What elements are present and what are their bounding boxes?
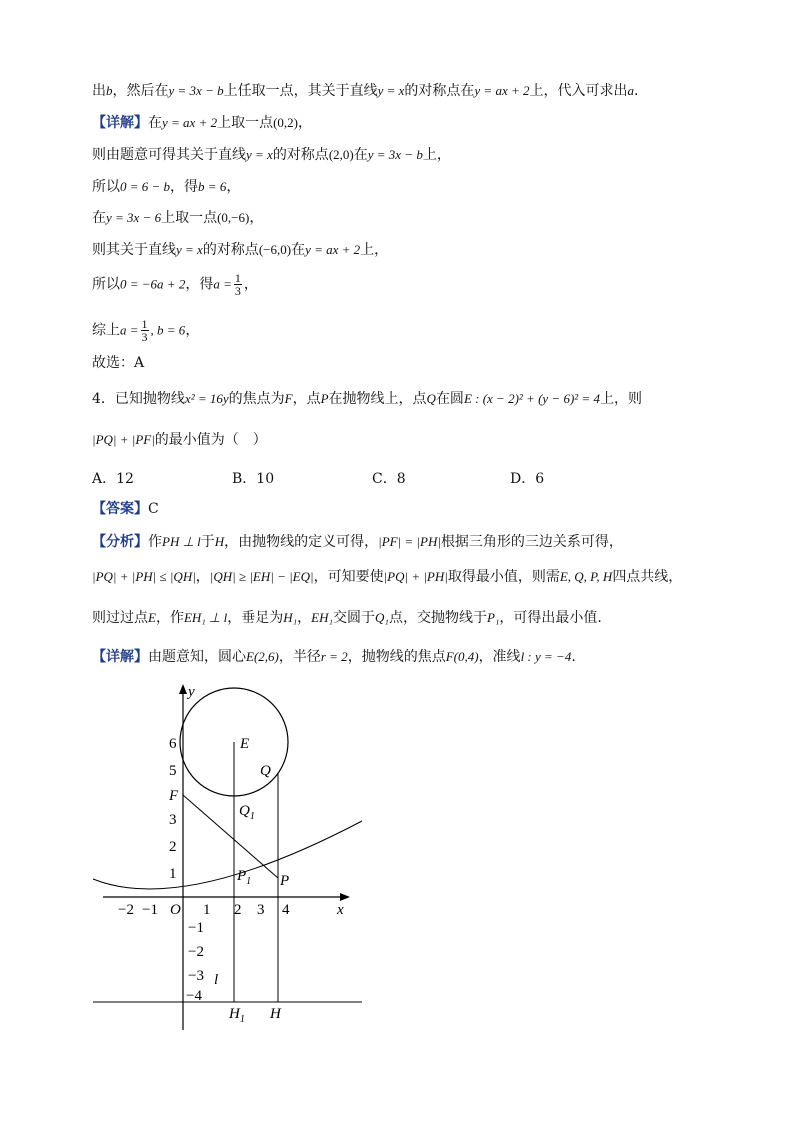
label-l: l — [214, 972, 219, 988]
x-tick: 4 — [282, 902, 290, 918]
solution-line-2: 【详解】在y = ax + 2上取一点(0,2)， — [92, 115, 313, 131]
section-tag: 【详解】 — [92, 115, 148, 131]
label-f: F — [169, 788, 179, 804]
y-tick: −2 — [188, 944, 204, 960]
option-c: C．8 — [372, 471, 406, 487]
option-d: D．6 — [510, 471, 545, 487]
y-tick: 5 — [169, 763, 177, 779]
y-tick: −4 — [186, 988, 202, 1004]
origin-label: O — [170, 902, 181, 918]
label-p: P — [280, 873, 290, 889]
analysis-line-2: |PQ| + |PH| ≤ |QH|，|QH| ≥ |EH| − |EQ|，可知要使|PQ| + |PH|取得最小值，则需E, Q, P, H四点共线， — [92, 569, 683, 585]
solution-line-4: 所以0 = 6 − b，得b = 6， — [92, 179, 241, 195]
detail-line: 【详解】由题意知，圆心E(2,6)，半径r = 2，抛物线的焦点F(0,4)，准线l : y = −4. — [92, 649, 576, 665]
label-h1: $H_1$ — [229, 1006, 245, 1025]
label-e: E — [240, 736, 250, 752]
analysis-line-1: 【分析】作PH ⊥ l于H，由抛物线的定义可得，|PF| = |PH|根据三角形的三边关系可得， — [92, 534, 623, 550]
x-tick: −2 — [118, 902, 134, 918]
analysis-line-3: 则过过点E，作EH₁ ⊥ l，垂足为H₁，EH₁交圆于Q₁点，交抛物线于P₁，可得出最小值. — [92, 610, 602, 626]
solution-line-9: 故选：A — [92, 355, 145, 371]
parabola-circle-figure — [88, 680, 378, 1040]
y-tick: 1 — [169, 866, 177, 882]
line-fp — [183, 795, 278, 878]
y-tick: 3 — [169, 812, 177, 828]
y-tick: −1 — [188, 920, 204, 936]
x-axis-label: x — [337, 902, 344, 918]
y-tick: 2 — [169, 839, 177, 855]
option-b: B．10 — [232, 471, 275, 487]
y-tick: −3 — [188, 968, 204, 984]
y-tick: 6 — [169, 736, 177, 752]
x-tick: 3 — [257, 902, 265, 918]
x-tick: 2 — [234, 902, 242, 918]
label-h: H — [270, 1006, 281, 1022]
solution-line-5: 在y = 3x − 6上取一点(0,−6)， — [92, 210, 264, 226]
x-axis-arrow — [340, 893, 350, 901]
answer-line: 【答案】C — [92, 501, 159, 517]
question-4-stem: 4．已知抛物线x² = 16y的焦点为F，点P在抛物线上，点Q在圆E : (x − 2)² + (y − 6)² = 4上，则 — [92, 391, 642, 407]
y-axis-label: y — [188, 684, 195, 700]
question-4-stem-cont: |PQ| + |PF|的最小值为（ ） — [92, 432, 267, 448]
fraction: $\frac{1}{3}$ — [234, 271, 241, 298]
option-a: A．12 — [92, 471, 134, 487]
x-tick: 1 — [203, 902, 211, 918]
solution-line-6: 则其关于直线y = x的对称点(−6,0)在y = ax + 2上， — [92, 242, 389, 258]
solution-line-8: 综上a = $\frac{1}{3}$ , b = 6， — [92, 317, 200, 344]
label-q: Q — [260, 763, 271, 779]
solution-line-1: 出b，然后在y = 3x − b上任取一点，其关于直线y = x的对称点在y = ax + 2上，代入可求出a. — [92, 83, 639, 99]
y-axis-arrow — [179, 684, 187, 694]
parabola-curve — [93, 821, 362, 889]
label-p1: $P_1$ — [237, 868, 252, 887]
label-q1: $Q_1$ — [239, 803, 255, 822]
solution-line-3: 则由题意可得其关于直线y = x的对称点(2,0)在y = 3x − b上， — [92, 147, 451, 163]
solution-line-7: 所以0 = −6a + 2，得a = $\frac{1}{3}$ ， — [92, 271, 258, 298]
x-tick: −1 — [142, 902, 158, 918]
fraction: $\frac{1}{3}$ — [141, 317, 148, 344]
